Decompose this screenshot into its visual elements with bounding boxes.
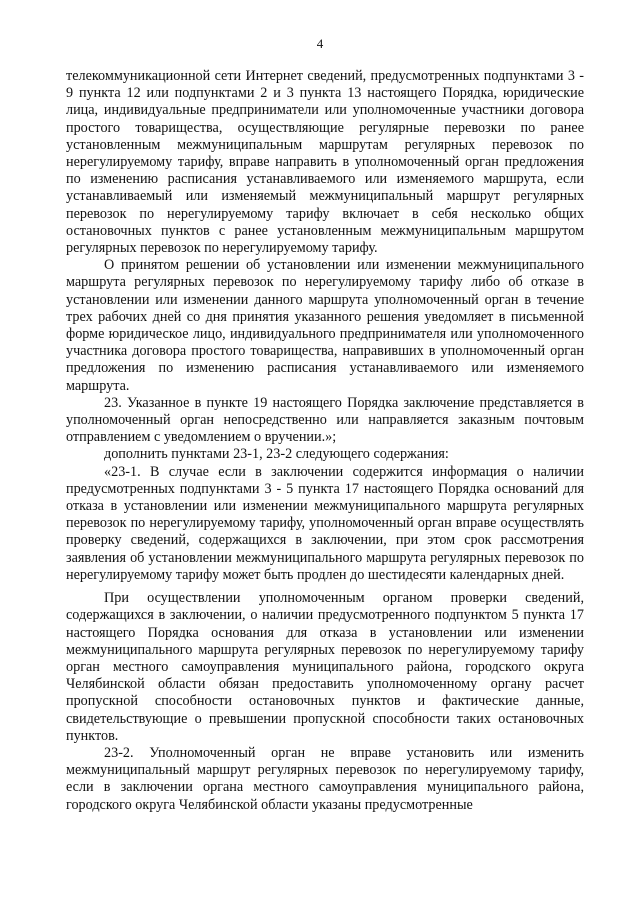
paragraph-item-23-1: «23-1. В случае если в заключении содержится информация о наличии предусмотренных подпунктами 3 - 5 пункта 17 настоящего Порядка оснований для отказа в установлении или изменении межмуниципального маршрута регулярных перевозок по нерегулируемому тарифу, уполномоченный орган вправе осуществлять проверку сведений, содержащихся в заключении, при этом срок рассмотрения заявления об установлении межмуниципального маршрута регулярных перевозок по нерегулируемому тарифу может быть продлен до шестидесяти календарных дней. [66, 463, 584, 583]
page-number: 4 [316, 36, 324, 51]
paragraph-amendment-intro: дополнить пунктами 23-1, 23-2 следующего содержания: [104, 446, 449, 463]
paragraph-verification: При осуществлении уполномоченным органом проверки сведений, содержащихся в заключении, о наличии предусмотренного подпунктом 5 пункта 17 настоящего Порядка основания для отказа в установлении или изменении межмуниципального маршрута регулярных перевозок по нерегулируемому тарифу орган местного самоуправления муниципального района, городского округа Челябинской области обязан предоставить уполномоченному органу расчет пропускной способности остановочных пунктов и фактические данные, свидетельствующие о превышении пропускной способности таких остановочных пунктов. [66, 590, 584, 744]
paragraph-item-23: 23. Указанное в пункте 19 настоящего Порядка заключение представляется в уполномоченный орган непосредственно или направляется заказным почтовым отправлением с уведомлением о вручении.»; [66, 394, 584, 446]
paragraph-item-23-2: 23-2. Уполномоченный орган не вправе установить или изменить межмуниципальный маршрут регулярных перевозок по нерегулируемому тарифу, если в заключении органа местного самоуправления муниципального района, городского округа Челябинской области указаны предусмотренные [66, 744, 584, 813]
document-body [66, 68, 584, 814]
paragraph-decision-notice: О принятом решении об установлении или изменении межмуниципального маршрута регулярных перевозок по нерегулируемому тарифу либо об отказе в установлении или изменении данного маршрута уполномоченный орган в течение трех рабочих дней со дня принятия указанного решения уведомляет в письменной форме юридическое лицо, индивидуального предпринимателя или уполномоченного участника договора простого товарищества, направивших в уполномоченный орган предложения по изменению расписания устанавливаемого или изменяемого маршрута. [66, 257, 584, 394]
paragraph-continuation: телекоммуникационной сети Интернет сведений, предусмотренных подпунктами 3 - 9 пункта 12 или подпунктами 2 и 3 пункта 13 настоящего Порядка, юридические лица, индивидуальные предприниматели или уполномоченные участники договора простого товарищества, осуществляющие регулярные перевозки по ранее установленным межмуниципальным маршрутам регулярных перевозок по нерегулируемому тарифу, вправе направить в уполномоченный орган предложения по изменению расписания устанавливаемого или изменяемого маршрута, если устанавливаемый или изменяемый межмуниципальный маршрут регулярных перевозок по нерегулируемому тарифу включает в себя несколько общих остановочных пунктов с ранее установленным межмуниципальным маршрутом регулярных перевозок по нерегулируемому тарифу. [66, 68, 584, 257]
